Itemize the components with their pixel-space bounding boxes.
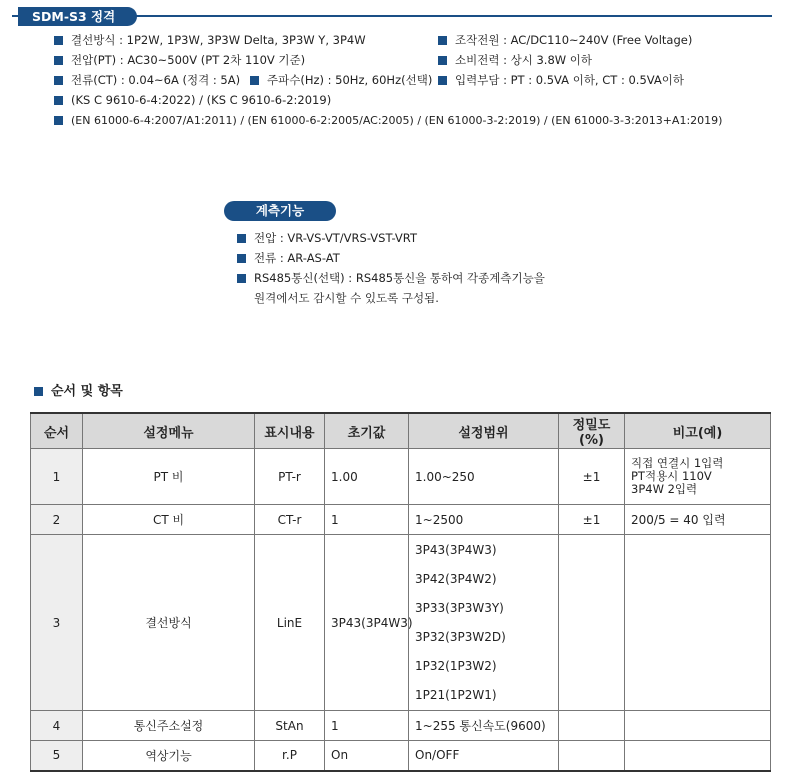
square-bullet-icon — [237, 274, 246, 283]
spec-header-tag: SDM-S3 정격 — [18, 7, 137, 26]
measurement-rs485: RS485통신(선택) : RS485통신을 통하여 각종계측기능을 — [237, 271, 545, 286]
measurement-voltage: 전압 : VR-VS-VT/VRS-VST-VRT — [237, 231, 417, 246]
measurement-title-pill: 계측기능 — [224, 201, 336, 221]
cell-no: 2 — [31, 505, 83, 535]
cell-range: On/OFF — [409, 741, 559, 771]
spec-en-standard: (EN 61000-6-4:2007/A1:2011) / (EN 61000-6-2:2005/AC:2005) / (EN 61000-3-2:2019) / (EN 61000-3-3:2013+A1:2019) — [54, 113, 722, 128]
cell-display: CT-r — [255, 505, 325, 535]
cell-note — [625, 535, 771, 711]
cell-init: 1.00 — [325, 449, 409, 505]
cell-note — [625, 741, 771, 771]
table-row — [31, 535, 771, 711]
spec-power-supply: 조작전원 : AC/DC110~240V (Free Voltage) — [438, 33, 692, 48]
cell-menu: PT 비 — [83, 449, 255, 505]
cell-note — [625, 711, 771, 741]
col-header: 초기값 — [325, 413, 409, 449]
table-row — [31, 505, 771, 535]
wiring-option: 3P42(3P4W2) — [415, 571, 497, 586]
wiring-option: 3P33(3P3W3Y) — [415, 600, 504, 615]
cell-display: LinE — [255, 535, 325, 711]
note-line: PT적용시 110V — [631, 469, 712, 483]
col-header: 비고(예) — [625, 413, 771, 449]
col-header: 설정메뉴 — [83, 413, 255, 449]
table-row — [31, 449, 771, 505]
cell-precision — [559, 535, 625, 711]
measurement-current: 전류 : AR-AS-AT — [237, 251, 340, 266]
cell-init: On — [325, 741, 409, 771]
square-bullet-icon — [54, 56, 63, 65]
measurement-rs485-cont: 원격에서도 감시할 수 있도록 구성됨. — [254, 291, 439, 305]
table-header-row — [31, 413, 771, 449]
cell-init: 1 — [325, 711, 409, 741]
cell-range: 1~2500 — [409, 505, 559, 535]
square-bullet-icon — [438, 36, 447, 45]
square-bullet-icon — [237, 234, 246, 243]
square-bullet-icon — [237, 254, 246, 263]
col-header: 정밀도(%) — [559, 413, 625, 449]
square-bullet-icon — [438, 56, 447, 65]
note-line: 직접 연결시 1입력 — [631, 456, 724, 470]
square-bullet-icon — [34, 387, 43, 396]
square-bullet-icon — [54, 76, 63, 85]
cell-init: 1 — [325, 505, 409, 535]
cell-precision: ±1 — [559, 505, 625, 535]
cell-precision — [559, 711, 625, 741]
cell-no: 3 — [31, 535, 83, 711]
col-header: 순서 — [31, 413, 83, 449]
cell-note — [625, 449, 771, 505]
cell-menu: 결선방식 — [83, 535, 255, 711]
square-bullet-icon — [54, 96, 63, 105]
note-line: 3P4W 2입력 — [631, 482, 698, 496]
col-header: 표시내용 — [255, 413, 325, 449]
cell-range: 1.00~250 — [409, 449, 559, 505]
cell-no: 4 — [31, 711, 83, 741]
spec-voltage: 전압(PT) : AC30~500V (PT 2차 110V 기준) — [54, 53, 305, 68]
cell-note: 200/5 = 40 입력 — [625, 505, 771, 535]
table-row — [31, 711, 771, 741]
spec-current: 전류(CT) : 0.04~6A (정격 : 5A) — [54, 73, 240, 88]
wiring-option: 3P43(3P4W3) — [415, 542, 497, 557]
cell-precision — [559, 741, 625, 771]
settings-table — [30, 412, 771, 772]
section-title: 순서 및 항목 — [34, 380, 123, 399]
cell-precision: ±1 — [559, 449, 625, 505]
wiring-option: 1P21(1P2W1) — [415, 687, 497, 702]
cell-menu: CT 비 — [83, 505, 255, 535]
cell-display: PT-r — [255, 449, 325, 505]
cell-init: 3P43(3P4W3) — [325, 535, 409, 711]
cell-menu: 통신주소설정 — [83, 711, 255, 741]
spec-consumption: 소비전력 : 상시 3.8W 이하 — [438, 53, 592, 68]
table-row — [31, 741, 771, 771]
square-bullet-icon — [250, 76, 259, 85]
col-header: 설정범위 — [409, 413, 559, 449]
spec-burden: 입력부담 : PT : 0.5VA 이하, CT : 0.5VA이하 — [438, 73, 684, 88]
cell-no: 5 — [31, 741, 83, 771]
square-bullet-icon — [54, 116, 63, 125]
wiring-option: 3P32(3P3W2D) — [415, 629, 506, 644]
cell-display: StAn — [255, 711, 325, 741]
square-bullet-icon — [54, 36, 63, 45]
cell-range-options — [409, 535, 559, 711]
cell-menu: 역상기능 — [83, 741, 255, 771]
cell-range: 1~255 통신속도(9600) — [409, 711, 559, 741]
square-bullet-icon — [438, 76, 447, 85]
cell-no: 1 — [31, 449, 83, 505]
spec-ks-standard: (KS C 9610-6-4:2022) / (KS C 9610-6-2:2019) — [54, 93, 331, 108]
cell-display: r.P — [255, 741, 325, 771]
wiring-option: 1P32(1P3W2) — [415, 658, 497, 673]
spec-frequency: 주파수(Hz) : 50Hz, 60Hz(선택) — [250, 73, 432, 88]
spec-wiring: 결선방식 : 1P2W, 1P3W, 3P3W Delta, 3P3W Y, 3P4W — [54, 33, 366, 48]
